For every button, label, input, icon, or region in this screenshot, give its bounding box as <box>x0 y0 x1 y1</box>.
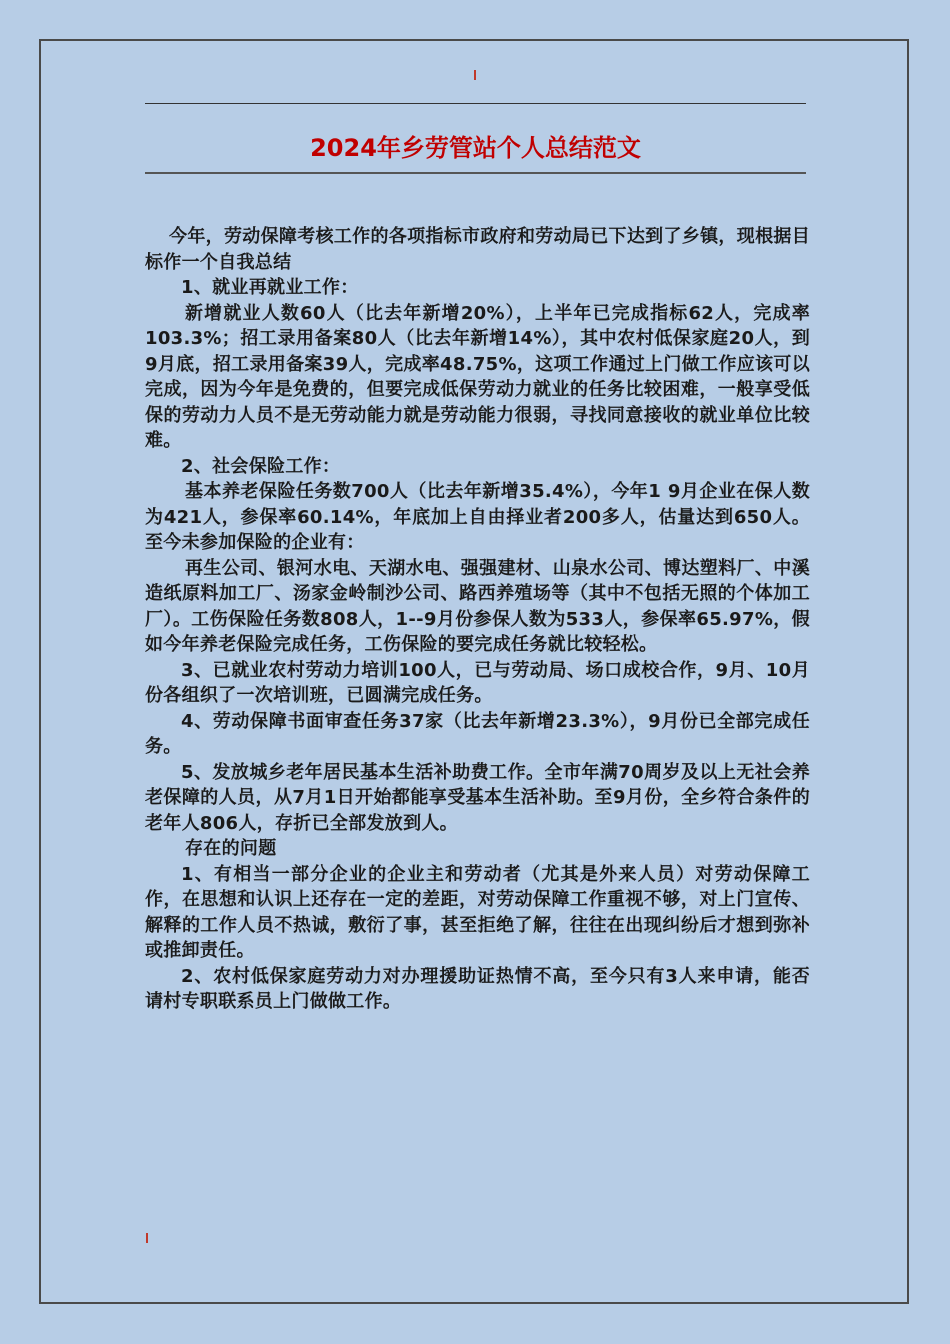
paragraph-review: 4、劳动保障书面审查任务37家（比去年新增23.3%），9月份已全部完成任务。 <box>145 710 810 757</box>
heading-problems: 存在的问题 <box>185 838 277 859</box>
heading-employment: 1、就业再就业工作： <box>181 277 359 298</box>
heading-social-insurance: 2、社会保险工作： <box>181 455 341 477</box>
paragraph-training: 3、已就业农村劳动力培训100人，已与劳动局、场口成校合作，9月、10月份各组织了一次培训班，已圆满完成任务。 <box>145 659 810 706</box>
paragraph-employment: 新增就业人数60人（比去年新增20%），上半年已完成指标62人，完成率103.3%；招工录用备案80人（比去年新增14%），其中农村低保家庭20人，到9月底，招工录用备案39人，完成率48.75%，这项工作通过上门做工作应该可以完成，因为今年是免费的，但要完成低保劳动力就业的任务比较困难，一般享受低保的劳动力人员不是无劳动能力就是劳动能力很弱，寻找同意接收的就业单位比较难。 <box>145 302 810 451</box>
header-rule <box>145 103 806 104</box>
paragraph-problem-2: 2、农村低保家庭劳动力对办理援助证热情不高，至今只有3人来申请，能否请村专职联系员上门做做工作。 <box>145 965 810 1012</box>
paragraph-pension: 基本养老保险任务数700人（比去年新增35.4%），今年1 9月企业在保人数为421人，参保率60.14%，年底加上自由择业者200多人，估量达到650人。至今未参加保险的企业有： <box>145 481 810 553</box>
title-rule <box>145 172 806 174</box>
paragraph-subsidy: 5、发放城乡老年居民基本生活补助费工作。全市年满70周岁及以上无社会养老保障的人员，从7月1日开始都能享受基本生活补助。至9月份，全乡符合条件的老年人806人，存折已全部发放到人。 <box>145 761 810 834</box>
footer-mark <box>146 1233 148 1243</box>
header-mark <box>474 70 476 80</box>
document-title: 2024年乡劳管站个人总结范文 <box>310 134 641 162</box>
paragraph-intro: 今年，劳动保障考核工作的各项指标市政府和劳动局已下达到了乡镇，现根据目标作一个自我总结 <box>145 226 810 273</box>
paragraph-problem-1: 1、有相当一部分企业的企业主和劳动者（尤其是外来人员）对劳动保障工作，在思想和认识上还存在一定的差距，对劳动保障工作重视不够，对上门宣传、解释的工作人员不热诚，敷衍了事，甚至拒绝了解，往往在出现纠纷后才想到弥补或推卸责任。 <box>145 863 810 961</box>
document-body <box>145 224 810 1015</box>
paragraph-enterprises: 再生公司、银河水电、天湖水电、强强建材、山泉水公司、博达塑料厂、中溪造纸原料加工厂、汤家金岭制沙公司、路西养殖场等（其中不包括无照的个体加工厂）。工伤保险任务数808人，1--9月份参保人数为533人，参保率65.97%，假如今年养老保险完成任务，工伤保险的要完成任务就比较轻松。 <box>145 557 810 655</box>
